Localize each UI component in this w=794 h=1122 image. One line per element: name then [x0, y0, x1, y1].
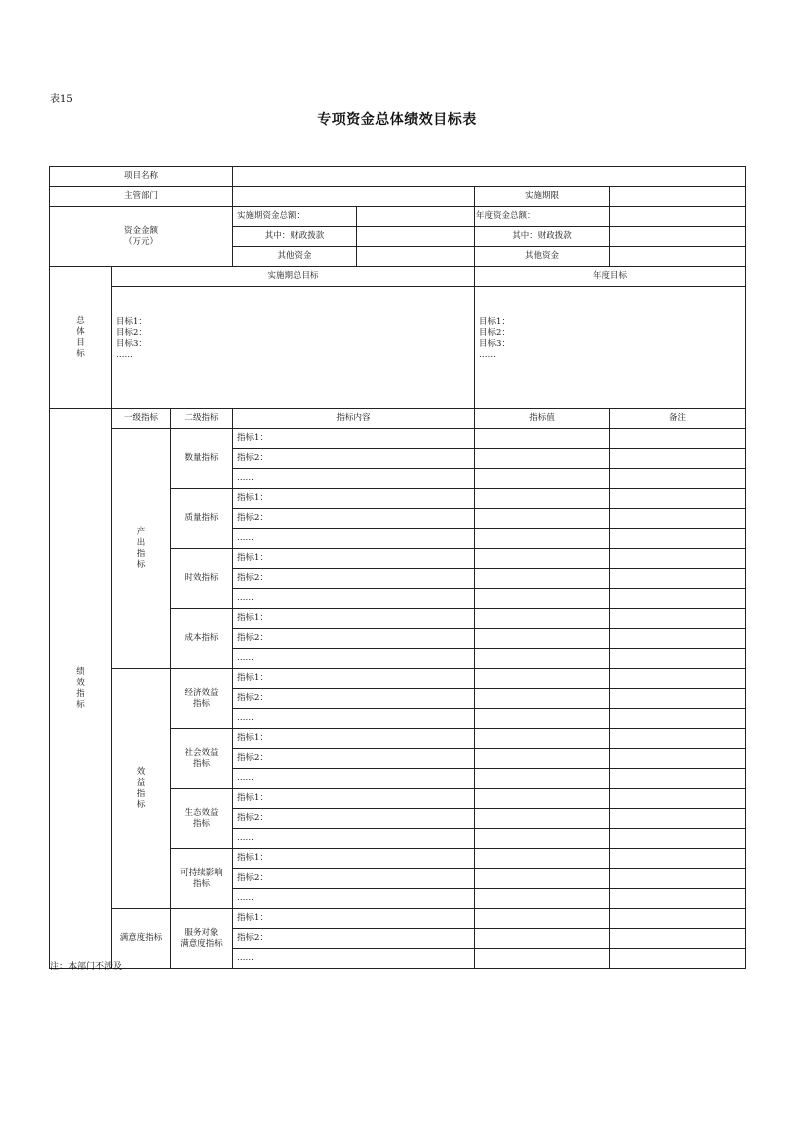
indicator-remark-cell[interactable]: [610, 929, 746, 949]
performance-goals-table: [49, 166, 746, 969]
project-name-label: 项目名称: [50, 167, 233, 187]
level1-header: 一级指标: [112, 409, 171, 429]
indicator-remark-cell[interactable]: [610, 829, 746, 849]
indicator-value-cell[interactable]: [475, 689, 610, 709]
department-value[interactable]: [233, 187, 475, 207]
indicator-value-cell[interactable]: [475, 529, 610, 549]
indicator-value-cell[interactable]: [475, 749, 610, 769]
indicator-remark-cell[interactable]: [610, 869, 746, 889]
period-goal-1: 目标1：: [116, 317, 147, 327]
table-number: 表15: [50, 94, 73, 105]
indicator-value-cell[interactable]: [475, 789, 610, 809]
indicator-entry: ……: [233, 469, 475, 489]
indicator-remark-cell[interactable]: [610, 489, 746, 509]
performance-indicators-label: 绩 效 指 标: [50, 409, 112, 969]
cost-indicator-label: 成本指标: [171, 609, 233, 669]
indicator-value-cell[interactable]: [475, 729, 610, 749]
indicator-entry: 指标2：: [233, 929, 475, 949]
period-goal-2: 目标2：: [116, 328, 147, 338]
satisfaction-indicators-label: 满意度指标: [112, 909, 171, 969]
page-title: 专项资金总体绩效目标表: [317, 112, 477, 128]
ecological-benefit-label: 生态效益 指标: [171, 789, 233, 849]
content-header: 指标内容: [233, 409, 475, 429]
indicator-remark-cell[interactable]: [610, 649, 746, 669]
indicator-value-cell[interactable]: [475, 849, 610, 869]
remark-header: 备注: [610, 409, 746, 429]
indicator-value-cell[interactable]: [475, 589, 610, 609]
indicator-entry: 指标1：: [233, 489, 475, 509]
annual-goal-more: ……: [479, 350, 497, 360]
indicator-entry: 指标1：: [233, 729, 475, 749]
period-value[interactable]: [610, 187, 746, 207]
indicator-entry: 指标2：: [233, 569, 475, 589]
period-fiscal-alloc-value[interactable]: [357, 227, 475, 247]
indicator-remark-cell[interactable]: [610, 849, 746, 869]
period-goal-box[interactable]: [112, 287, 475, 409]
indicator-remark-cell[interactable]: [610, 889, 746, 909]
indicator-value-cell[interactable]: [475, 929, 610, 949]
indicator-value-cell[interactable]: [475, 449, 610, 469]
indicator-remark-cell[interactable]: [610, 729, 746, 749]
indicator-remark-cell[interactable]: [610, 749, 746, 769]
indicator-entry: 指标2：: [233, 869, 475, 889]
indicator-entry: ……: [233, 589, 475, 609]
indicator-remark-cell[interactable]: [610, 789, 746, 809]
quantity-indicator-label: 数量指标: [171, 429, 233, 489]
project-name-value[interactable]: [233, 167, 746, 187]
indicator-remark-cell[interactable]: [610, 449, 746, 469]
indicator-value-cell[interactable]: [475, 569, 610, 589]
indicator-remark-cell[interactable]: [610, 709, 746, 729]
indicator-value-cell[interactable]: [475, 429, 610, 449]
footnote: 注：本部门不涉及: [50, 962, 123, 972]
indicator-value-cell[interactable]: [475, 769, 610, 789]
indicator-remark-cell[interactable]: [610, 589, 746, 609]
benefit-indicators-label: 效 益 指 标: [112, 669, 171, 909]
indicator-remark-cell[interactable]: [610, 909, 746, 929]
annual-goal-header: 年度目标: [475, 267, 746, 287]
indicator-entry: 指标1：: [233, 549, 475, 569]
indicator-entry: ……: [233, 949, 475, 969]
indicator-value-cell[interactable]: [475, 549, 610, 569]
period-goal-header: 实施期总目标: [112, 267, 475, 287]
indicator-entry: 指标2：: [233, 689, 475, 709]
sustainability-impact-label: 可持续影响 指标: [171, 849, 233, 909]
indicator-remark-cell[interactable]: [610, 549, 746, 569]
period-other-funds-label: 其他资金: [233, 247, 357, 267]
service-satisfaction-label: 服务对象 满意度指标: [171, 909, 233, 969]
indicator-value-cell[interactable]: [475, 469, 610, 489]
value-header: 指标值: [475, 409, 610, 429]
annual-goal-box[interactable]: [475, 287, 746, 409]
indicator-entry: 指标1：: [233, 789, 475, 809]
annual-funds-value[interactable]: [610, 207, 746, 227]
indicator-entry: ……: [233, 709, 475, 729]
indicator-entry: ……: [233, 889, 475, 909]
indicator-value-cell[interactable]: [475, 709, 610, 729]
period-goal-more: ……: [116, 350, 133, 360]
indicator-value-cell[interactable]: [475, 809, 610, 829]
indicator-entry: 指标1：: [233, 609, 475, 629]
total-period-funds-label: 实施期资金总额：: [233, 207, 357, 227]
indicator-remark-cell[interactable]: [610, 629, 746, 649]
indicator-remark-cell[interactable]: [610, 529, 746, 549]
indicator-entry: 指标1：: [233, 909, 475, 929]
indicator-remark-cell[interactable]: [610, 669, 746, 689]
total-period-funds-value[interactable]: [357, 207, 475, 227]
indicator-remark-cell[interactable]: [610, 509, 746, 529]
indicator-remark-cell[interactable]: [610, 429, 746, 449]
funding-label: 资金金额: [124, 225, 159, 236]
indicator-entry: 指标2：: [233, 809, 475, 829]
annual-other-funds-value[interactable]: [610, 247, 746, 267]
department-label: 主管部门: [50, 187, 233, 207]
indicator-value-cell[interactable]: [475, 949, 610, 969]
indicator-value-cell[interactable]: [475, 669, 610, 689]
indicator-entry: 指标1：: [233, 669, 475, 689]
level2-header: 二级指标: [171, 409, 233, 429]
indicator-remark-cell[interactable]: [610, 609, 746, 629]
annual-goal-1: 目标1：: [479, 317, 510, 327]
period-label: 实施期限: [475, 187, 610, 207]
timeliness-indicator-label: 时效指标: [171, 549, 233, 609]
indicator-entry: 指标1：: [233, 849, 475, 869]
indicator-remark-cell[interactable]: [610, 769, 746, 789]
quality-indicator-label: 质量指标: [171, 489, 233, 549]
period-other-funds-value[interactable]: [357, 247, 475, 267]
funding-unit: （万元）: [124, 236, 159, 247]
indicator-value-cell[interactable]: [475, 829, 610, 849]
period-fiscal-alloc-label: 其中：财政拨款: [233, 227, 357, 247]
annual-fiscal-alloc-value[interactable]: [610, 227, 746, 247]
indicator-value-cell[interactable]: [475, 889, 610, 909]
indicator-entry: ……: [233, 649, 475, 669]
indicator-entry: ……: [233, 829, 475, 849]
economic-benefit-label: 经济效益 指标: [171, 669, 233, 729]
indicator-entry: 指标1：: [233, 429, 475, 449]
indicator-remark-cell[interactable]: [610, 809, 746, 829]
output-indicators-label: 产 出 指 标: [112, 429, 171, 669]
indicator-entry: 指标2：: [233, 629, 475, 649]
indicator-value-cell[interactable]: [475, 869, 610, 889]
indicator-value-cell[interactable]: [475, 489, 610, 509]
annual-funds-label: 年度资金总额：: [475, 207, 610, 227]
indicator-remark-cell[interactable]: [610, 569, 746, 589]
period-goal-3: 目标3：: [116, 339, 147, 349]
indicator-entry: 指标2：: [233, 749, 475, 769]
annual-goal-3: 目标3：: [479, 339, 510, 349]
funding-label-cell: [50, 207, 233, 267]
indicator-remark-cell[interactable]: [610, 469, 746, 489]
indicator-value-cell[interactable]: [475, 909, 610, 929]
overall-goals-label: 总 体 目 标: [50, 267, 112, 409]
social-benefit-label: 社会效益 指标: [171, 729, 233, 789]
indicator-entry: ……: [233, 769, 475, 789]
annual-fiscal-alloc-label: 其中：财政拨款: [475, 227, 610, 247]
indicator-entry: ……: [233, 529, 475, 549]
indicator-value-cell[interactable]: [475, 649, 610, 669]
indicator-entry: 指标2：: [233, 449, 475, 469]
indicator-entry: 指标2：: [233, 509, 475, 529]
indicator-value-cell[interactable]: [475, 629, 610, 649]
annual-other-funds-label: 其他资金: [475, 247, 610, 267]
annual-goal-2: 目标2：: [479, 328, 510, 338]
indicator-value-cell[interactable]: [475, 609, 610, 629]
indicator-remark-cell[interactable]: [610, 949, 746, 969]
indicator-remark-cell[interactable]: [610, 689, 746, 709]
indicator-value-cell[interactable]: [475, 509, 610, 529]
